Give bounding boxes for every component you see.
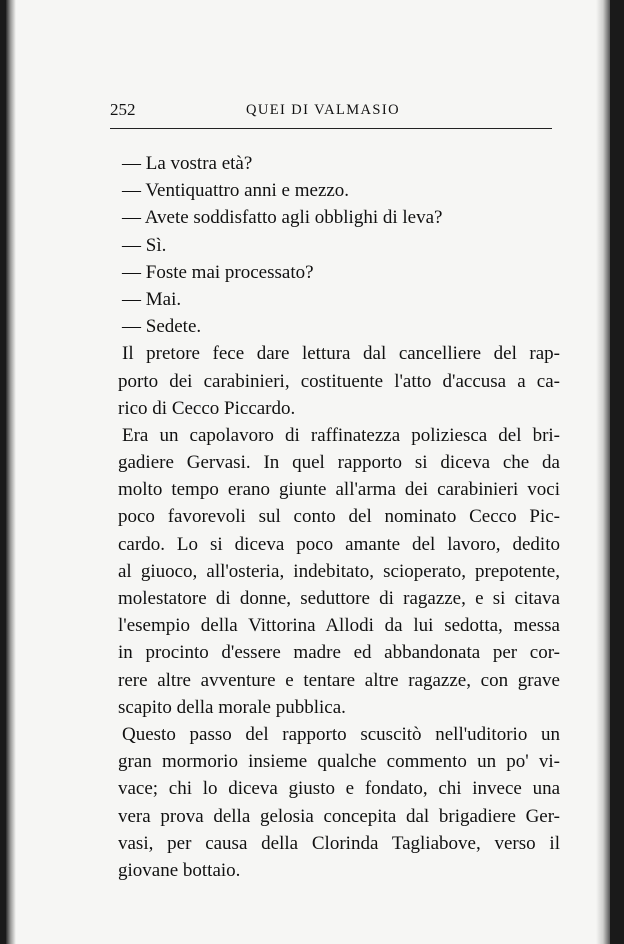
book-page	[6, 0, 610, 944]
dialogue-line: — Sì.	[122, 234, 167, 256]
page-number: 252	[110, 100, 136, 119]
text-line: al giuoco, all'osteria, indebitato, scioperato, prepotente,	[118, 560, 560, 582]
dialogue-block	[118, 150, 560, 340]
paragraph-1	[118, 340, 560, 422]
text-line: molestatore di donne, seduttore di ragazze, e si citava	[118, 588, 560, 609]
text-line: vera prova della gelosia concepita dal brigadiere Ger-	[118, 805, 560, 827]
text-line: vace; chi lo diceva giusto e fondato, chi invece una	[118, 778, 560, 800]
text-line: rere altre avventure e tentare altre ragazze, con grave	[118, 669, 560, 691]
dialogue-line: — Ventiquattro anni e mezzo.	[122, 180, 350, 202]
page-header	[110, 100, 552, 124]
dialogue-line: — Avete soddisfatto agli obblighi di leva?	[122, 207, 443, 229]
text-line: cardo. Lo si diceva poco amante del lavoro, dedito	[118, 533, 560, 555]
text-line: rico di Cecco Piccardo.	[118, 397, 296, 419]
text-line: gran mormorio insieme qualche commento un po' vi-	[118, 751, 560, 773]
page-gutter-shadow	[6, 0, 16, 944]
dialogue-line: — Sedete.	[122, 316, 202, 338]
text-line: l'esempio della Vittorina Allodi da lui sedotta, messa	[118, 615, 560, 637]
text-line: Il pretore fece dare lettura dal cancelliere del rap-	[122, 343, 560, 365]
text-line: scapito della morale pubblica.	[118, 696, 346, 718]
text-line: in procinto d'essere madre ed abbandonata per cor-	[118, 642, 560, 664]
text-line: gadiere Gervasi. In quel rapporto si diceva che da	[118, 452, 560, 474]
paragraph-2	[118, 422, 560, 721]
dialogue-line: — Mai.	[122, 288, 182, 310]
text-line: poco favorevoli sul conto del nominato Cecco Pic-	[118, 506, 560, 528]
text-line: giovane bottaio.	[118, 859, 241, 881]
dialogue-line: — La vostra età?	[122, 153, 253, 174]
header-rule	[110, 128, 552, 129]
text-line: molto tempo erano giunte all'arma dei carabinieri voci	[118, 479, 560, 501]
dialogue-line: — Foste mai processato?	[122, 261, 314, 283]
page-edge-shadow	[596, 0, 610, 944]
text-line: porto dei carabinieri, costituente l'atto d'accusa a ca-	[118, 370, 560, 392]
text-line: Era un capolavoro di raffinatezza poliziesca del bri-	[122, 424, 560, 446]
paragraph-3	[118, 721, 560, 884]
text-line: Questo passo del rapporto scuscitò nell'uditorio un	[122, 723, 560, 745]
page-text	[118, 150, 560, 884]
running-title: QUEI DI VALMASIO	[246, 102, 400, 118]
text-line: vasi, per causa della Clorinda Tagliabove, verso il	[118, 832, 560, 854]
